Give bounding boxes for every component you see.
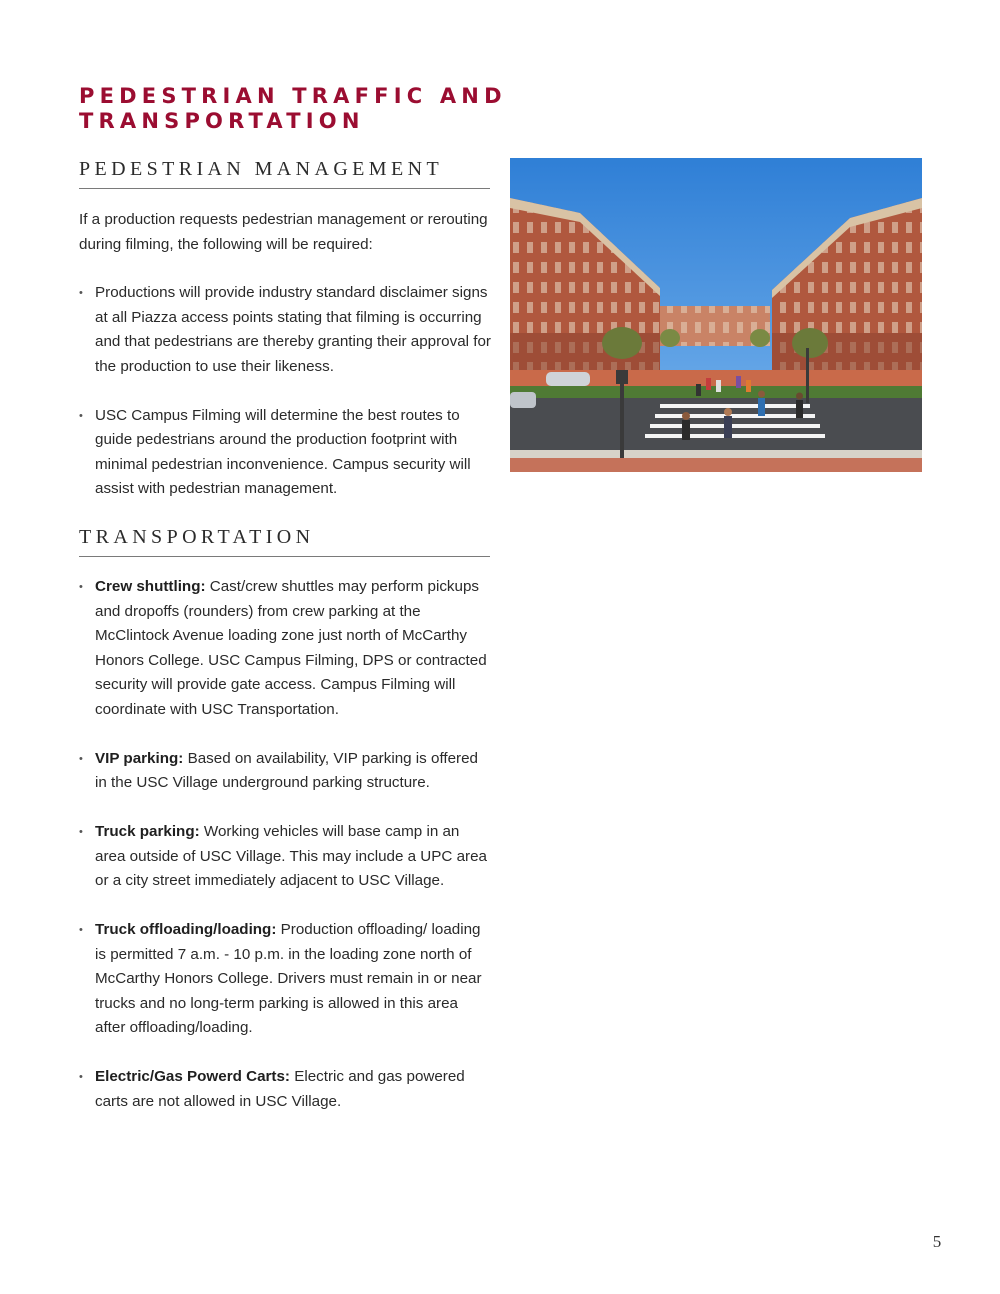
item-text: Working vehicles will base camp in an area outside of USC Village. This may include a UPC area or a city street immediately adjacent to USC Village.: [95, 823, 487, 889]
item-text: Based on availability, VIP parking is offered in the USC Village underground parking structure.: [95, 749, 479, 791]
item-text: Electric and gas powered carts are not allowed in USC Village.: [95, 1068, 465, 1110]
pedestrian-management-intro: If a production requests pedestrian management or rerouting during filming, the following will be required:: [79, 211, 488, 253]
car: [546, 372, 590, 386]
item-label: VIP parking:: [95, 749, 184, 767]
list-item: • Productions will provide industry standard disclaimer signs at all Piazza access points stating that filming is occurring and that pedestrians are thereby granting their approval for the production to use their likeness.: [79, 281, 491, 379]
tree: [792, 328, 828, 358]
transportation-heading: TRANSPORTATION: [79, 526, 490, 557]
page-number: 5: [932, 1232, 942, 1251]
light-pole: [620, 373, 624, 458]
item-label: Truck offloading/loading:: [95, 921, 277, 938]
tree: [602, 327, 642, 359]
transportation-list: [79, 575, 491, 1139]
campus-street-photo: [510, 158, 922, 472]
list-item-carts: [79, 1065, 491, 1114]
item-text: Cast/crew shuttles may perform pickups and dropoffs (rounders) from crew parking at the McClintock Avenue loading zone just north of McCarthy Honors College. USC Campus Filming, DPS or contracted security will provide gate access. Campus Filming will coordinate with USC Transportation.: [95, 578, 487, 718]
campus-street-illustration: [510, 158, 922, 472]
list-item-truck-loading: [79, 918, 491, 1041]
item-label: Crew shuttling:: [95, 578, 206, 595]
light-pole: [806, 348, 809, 403]
page-title-line-1: PEDESTRIAN TRAFFIC AND: [79, 84, 507, 108]
list-item: • USC Campus Filming will determine the best routes to guide pedestrians around the production footprint with minimal pedestrian inconvenience. Campus security will assist with pedestrian management.: [79, 404, 491, 502]
pedestrian-management-heading: PEDESTRIAN MANAGEMENT: [79, 158, 490, 189]
item-label: Electric/Gas Powerd Carts:: [95, 1068, 290, 1085]
car: [510, 392, 536, 408]
item-label: Truck parking:: [95, 823, 200, 840]
list-item-vip-parking: [79, 747, 491, 796]
item-text: Production offloading/ loading is permitted 7 a.m. - 10 p.m. in the loading zone north of McCarthy Honors College. Drivers must remain in or near trucks and no long-term parking is allowed in this area after offloading/loading.: [95, 921, 482, 1036]
list-item-truck-parking: [79, 820, 491, 894]
page-title: [79, 84, 519, 134]
pedestrian-management-list: [79, 281, 491, 526]
list-item-crew-shuttling: [79, 575, 491, 722]
page-title-line-2: TRANSPORTATION: [79, 109, 365, 133]
